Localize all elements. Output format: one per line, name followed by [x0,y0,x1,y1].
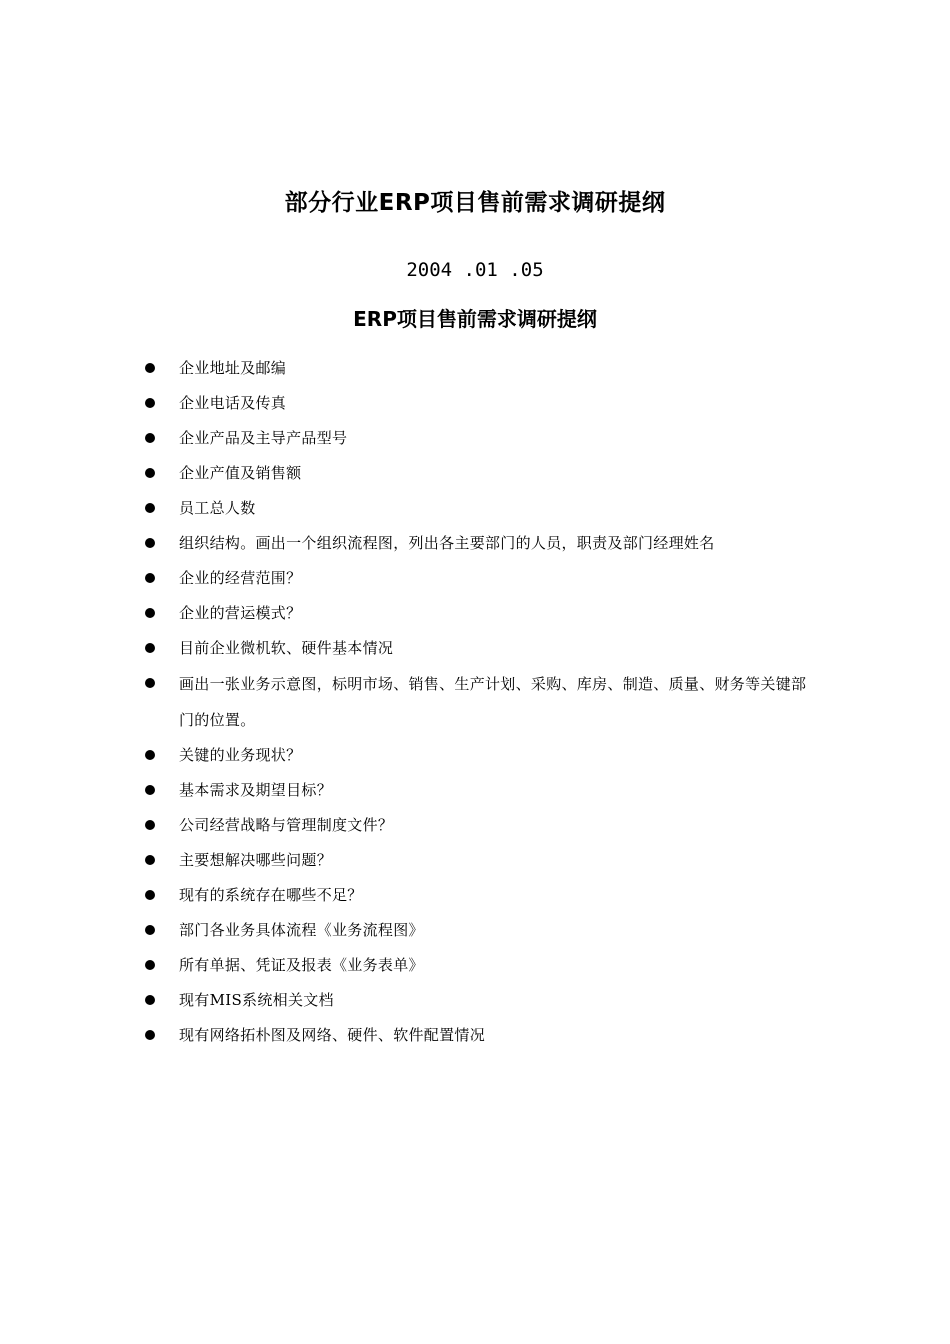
bullet-icon [145,433,155,443]
document-date: 2004 .01 .05 [406,259,544,281]
list-item-text: 员工总人数 [179,499,256,517]
bullet-icon [145,608,155,618]
list-item [140,983,840,1018]
list-item [140,913,840,948]
list-item [140,666,819,738]
list-item-text: 关键的业务现状？ [179,746,302,764]
bullet-icon [145,643,155,653]
list-item-text: 企业电话及传真 [179,394,287,412]
bullet-icon [145,398,155,408]
bullet-icon [145,960,155,970]
requirements-list [140,351,840,1053]
bullet-icon [145,1030,155,1040]
bullet-icon [145,785,155,795]
bullet-icon [145,538,155,548]
list-item-text: 组织结构。画出一个组织流程图，列出各主要部门的人员，职责及部门经理姓名 [179,534,715,552]
list-item [140,738,840,773]
list-item-text: 现有的系统存在哪些不足？ [179,886,363,904]
list-item [140,386,840,421]
bullet-icon [145,468,155,478]
list-item-text: 所有单据、凭证及报表《业务表单》 [179,956,424,974]
list-item [140,1018,840,1053]
bullet-icon [145,573,155,583]
list-item-text: 企业的营运模式？ [179,604,302,622]
list-item [140,456,840,491]
list-item-text: 企业的经营范围？ [179,569,302,587]
list-item-text: 现有网络拓朴图及网络、硬件、软件配置情况 [179,1026,486,1044]
bullet-icon [145,820,155,830]
bullet-icon [145,363,155,373]
list-item-text: 公司经营战略与管理制度文件？ [179,816,394,834]
list-item-text: 企业产值及销售额 [179,464,302,482]
list-item-text: 基本需求及期望目标？ [179,781,333,799]
bullet-icon [145,925,155,935]
list-item [140,561,840,596]
list-item [140,948,840,983]
list-item [140,491,840,526]
list-item [140,843,840,878]
bullet-icon [145,995,155,1005]
bullet-icon [145,503,155,513]
bullet-icon [145,750,155,760]
list-item-text: 现有MIS系统相关文档 [179,991,334,1009]
bullet-icon [145,890,155,900]
list-item [140,808,840,843]
list-item-text: 企业地址及邮编 [179,359,287,377]
list-item-text: 企业产品及主导产品型号 [179,429,348,447]
list-item-text: 目前企业微机软、硬件基本情况 [179,639,394,657]
bullet-icon [145,855,155,865]
list-item-text: 主要想解决哪些问题？ [179,851,333,869]
list-item [140,351,840,386]
list-item [140,631,840,666]
list-item-text: 画出一张业务示意图，标明市场、销售、生产计划、采购、库房、制造、质量、财务等关键部门的位置。 [179,675,807,729]
document-title: 部分行业ERP项目售前需求调研提纲 [284,190,666,216]
list-item [140,596,840,631]
bullet-icon [145,678,155,688]
list-item [140,878,840,913]
list-item [140,526,840,561]
list-item-text: 部门各业务具体流程《业务流程图》 [179,921,424,939]
document-subtitle: ERP项目售前需求调研提纲 [353,307,597,331]
list-item [140,421,840,456]
list-item [140,773,840,808]
